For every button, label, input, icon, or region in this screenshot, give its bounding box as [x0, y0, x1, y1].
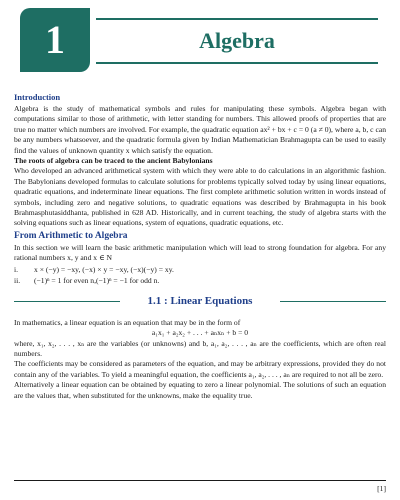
arith-heading: From Arithmetic to Algebra — [14, 230, 128, 241]
roots-paragraph: Who developed an advanced arithmetical system with which they were able to do calculations in an algorithmic fashion. The Babylonians developed formulas to calculate solutions for problems typically solved today by using linear equations, quadratic equations, and indeterminate linear equations. The first complete arithmetic solution written in words instead of symbols, including zero and negative solutions, to quadratic equations was described by Brahmagupta in his book Brahmasphutasiddhanta, published in 628 AD. Historically, and in current teaching, the study of algebra starts with the solving equations such as linear equations, system of equations, quadratic equations, etc. — [14, 166, 386, 228]
intro-heading: Introduction — [14, 92, 61, 102]
arith-paragraph: In this section we will learn the basic arithmetic manipulation which will lead to strong foundation for algebra. For any rational numbers x, y and x ∈ N — [14, 242, 386, 263]
linear-paragraph-1: In mathematics, a linear equation is an equation that may be in the form of — [14, 317, 241, 327]
linear-paragraph-2: where, x₁, x₂, . . . , xₙ are the variables (or unknowns) and b, a₁, a₂, . . . , aₙ are the coefficients, which are often real numbers. — [14, 338, 386, 358]
page-number: [1] — [377, 484, 386, 493]
section-banner — [14, 292, 386, 310]
linear-equation: a₁x₁ + a₂x₂ + . . . + aₙxₙ + b = 0 — [151, 328, 249, 338]
chapter-header — [0, 0, 400, 80]
chapter-number: 1 — [45, 17, 65, 62]
list-item-text: x × (−y) = −xy, (−x) × y = −xy, (−x)(−y) = xy. — [34, 264, 174, 274]
list-item-text: (−1)ⁿ = 1 for even n,(−1)ⁿ = −1 for odd n. — [34, 275, 160, 285]
intro-paragraph: Algebra is the study of mathematical symbols and rules for manipulating these symbols. Algebra began with computations similar to those of arithmetic, with letter standing for numbers. This allowed proofs of properties that are true no matter which numbers are involved. For example, the quadratic equation ax² + bx + c = 0 (a ≠ 0), where a, b, c can be any numbers whatsoever, and the quadratic formula given by Indian Mathematician Brahmagupta can be used to easily find the values of unknown quantity x which satisfy the equation. — [14, 104, 386, 155]
chapter-number-box — [20, 8, 90, 72]
section-title: 1.1 : Linear Equations — [120, 292, 280, 310]
roots-heading: The roots of algebra can be traced to the ancient Babylonians — [14, 156, 213, 166]
footer-rule — [14, 480, 386, 481]
linear-paragraph-4: Alternatively a linear equation can be obtained by equating to zero a linear polynomial. The solutions of such an equation are the values that, when substituted for the unknowns, make the equality true. — [14, 380, 386, 400]
list-item — [14, 275, 386, 286]
linear-paragraph-3: The coefficients may be considered as parameters of the equation, and may be arbitrary expressions, provided they do not contain any of the variables. To yield a meaningful equation, the coefficients a₁, a₂, . . . , aₙ are required to not all be zero. — [14, 359, 386, 379]
list-item-number: ii. — [14, 275, 21, 285]
chapter-title: Algebra — [199, 28, 275, 53]
list-item — [14, 264, 386, 275]
chapter-title-bar — [96, 18, 378, 64]
list-item-number: i. — [14, 264, 19, 274]
page-content — [14, 92, 386, 401]
